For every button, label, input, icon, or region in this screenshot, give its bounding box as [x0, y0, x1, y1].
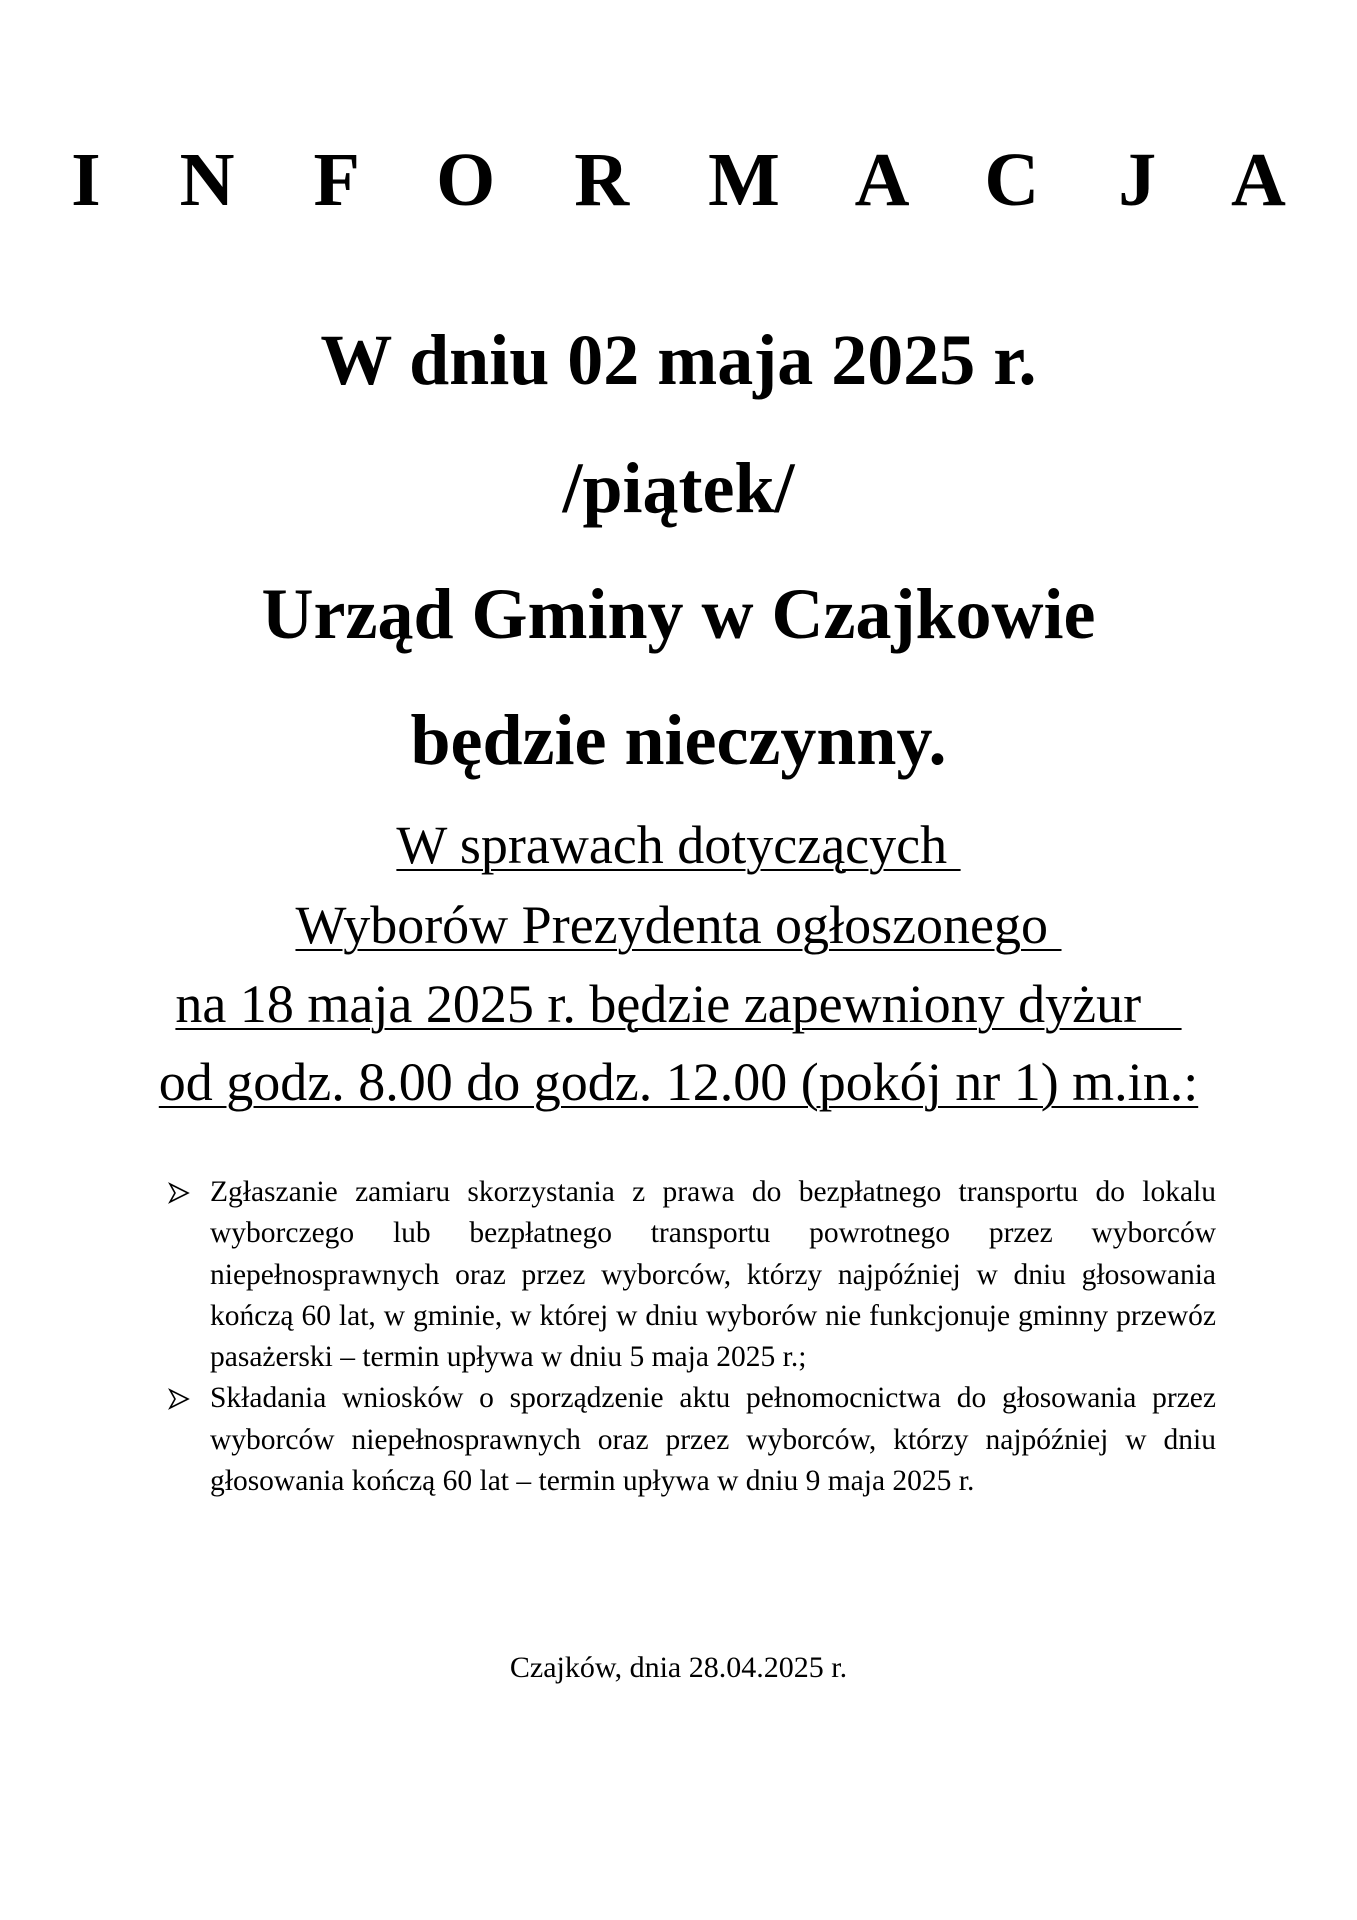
list-item — [168, 1172, 1216, 1378]
duty-line-3 — [0, 972, 1357, 1036]
duty-line-4-text: od godz. 8.00 do godz. 12.00 (pokój nr 1) m.in.: — [158, 1052, 1199, 1112]
list-item-text: Składania wniosków o sporządzenie aktu pełnomocnictwa do głosowania przez wyborców niepełnosprawnych oraz przez wyborców, którzy najpóźniej w dniu głosowania kończą 60 lat – termin upływa w dniu 9 maja 2025 r. — [210, 1382, 1216, 1498]
duty-line-1-text: W sprawach dotyczących — [396, 815, 961, 875]
document-title: I N F O R M A C J A — [71, 138, 1316, 222]
duty-line-3-text: na 18 maja 2025 r. będzie zapewniony dyżur — [175, 974, 1182, 1034]
closure-weekday: /piątek/ — [562, 448, 795, 528]
duty-topics-list — [168, 1172, 1216, 1502]
closure-date: W dniu 02 maja 2025 r. — [320, 320, 1037, 400]
arrowhead-bullet-icon — [168, 1388, 190, 1410]
office-name: Urząd Gminy w Czajkowie — [261, 574, 1096, 654]
duty-line-2 — [0, 893, 1357, 957]
closure-statement: będzie nieczynny. — [410, 700, 947, 780]
duty-line-4 — [0, 1050, 1357, 1114]
list-item — [168, 1378, 1216, 1502]
arrowhead-bullet-icon — [168, 1182, 190, 1204]
list-item-text: Zgłaszanie zamiaru skorzystania z prawa do bezpłatnego transportu do lokalu wyborczego lub bezpłatnego transportu powrotnego przez wyborców niepełnosprawnych oraz przez wyborców, którzy najpóźniej w dniu głosowania kończą 60 lat, w gminie, w której w dniu wyborów nie funkcjonuje gminny przewóz pasażerski – termin upływa w dniu 5 maja 2025 r.; — [210, 1176, 1216, 1374]
duty-line-2-text: Wyborów Prezydenta ogłoszonego — [295, 895, 1062, 955]
duty-line-1 — [0, 813, 1357, 877]
place-and-date: Czajków, dnia 28.04.2025 r. — [509, 1651, 848, 1684]
